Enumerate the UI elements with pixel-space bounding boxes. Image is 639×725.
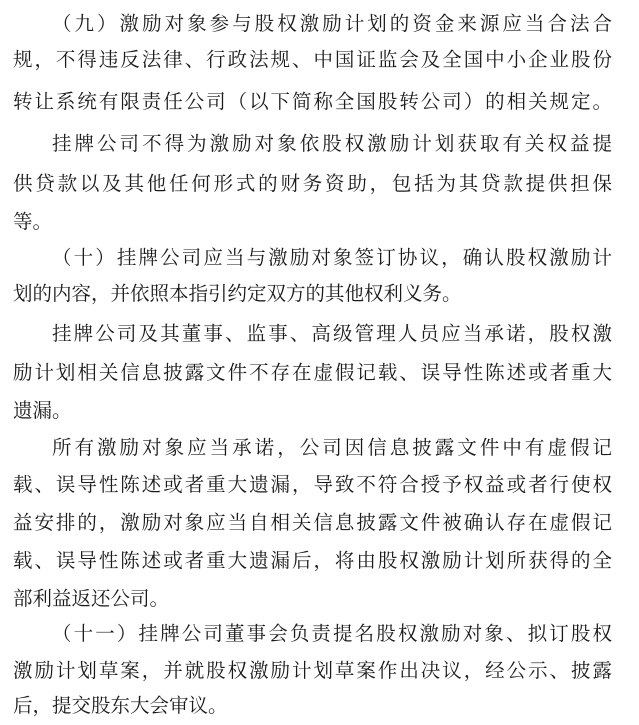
paragraph-3-line-2: 划的内容，并依照本指引约定双方的其他权利义务。 — [13, 282, 462, 305]
paragraph-6-line-1: （十一）挂牌公司董事会负责提名股权激励对象、拟订股权 — [52, 622, 612, 645]
paragraph-1-line-2: 规，不得违反法律、行政法规、中国证监会及全国中小企业股份 — [13, 48, 612, 71]
paragraph-4-line-1: 挂牌公司及其董事、监事、高级管理人员应当承诺，股权激 — [52, 322, 612, 345]
paragraph-2-line-1: 挂牌公司不得为激励对象依股权激励计划获取有关权益提 — [52, 132, 612, 155]
paragraph-4-line-3: 遗漏。 — [13, 399, 72, 422]
paragraph-5-line-2: 载、误导性陈述或者重大遗漏，导致不符合授予权益或者行使权 — [13, 473, 612, 496]
paragraph-6-line-3: 后，提交股东大会审议。 — [13, 694, 228, 717]
paragraph-2-line-3: 等。 — [13, 210, 53, 233]
paragraph-5-line-1: 所有激励对象应当承诺，公司因信息披露文件中有虚假记 — [52, 436, 612, 459]
paragraph-5-line-5: 部利益返还公司。 — [13, 587, 170, 610]
paragraph-1-line-3: 转让系统有限责任公司（以下简称全国股转公司）的相关规定。 — [13, 90, 612, 113]
paragraph-2-line-2: 供贷款以及其他任何形式的财务资助，包括为其贷款提供担保 — [13, 172, 612, 195]
paragraph-5-line-4: 载、误导性陈述或者重大遗漏后，将由股权激励计划所获得的全 — [13, 549, 612, 572]
paragraph-1-line-1: （九）激励对象参与股权激励计划的资金来源应当合法合 — [52, 12, 612, 35]
paragraph-4-line-2: 励计划相关信息披露文件不存在虚假记载、误导性陈述或者重大 — [13, 361, 612, 384]
paragraph-6-line-2: 激励计划草案，并就股权激励计划草案作出决议，经公示、披露 — [13, 659, 612, 682]
paragraph-5-line-3: 益安排的，激励对象应当自相关信息披露文件被确认存在虚假记 — [13, 511, 612, 534]
paragraph-3-line-1: （十）挂牌公司应当与激励对象签订协议，确认股权激励计 — [52, 246, 612, 269]
